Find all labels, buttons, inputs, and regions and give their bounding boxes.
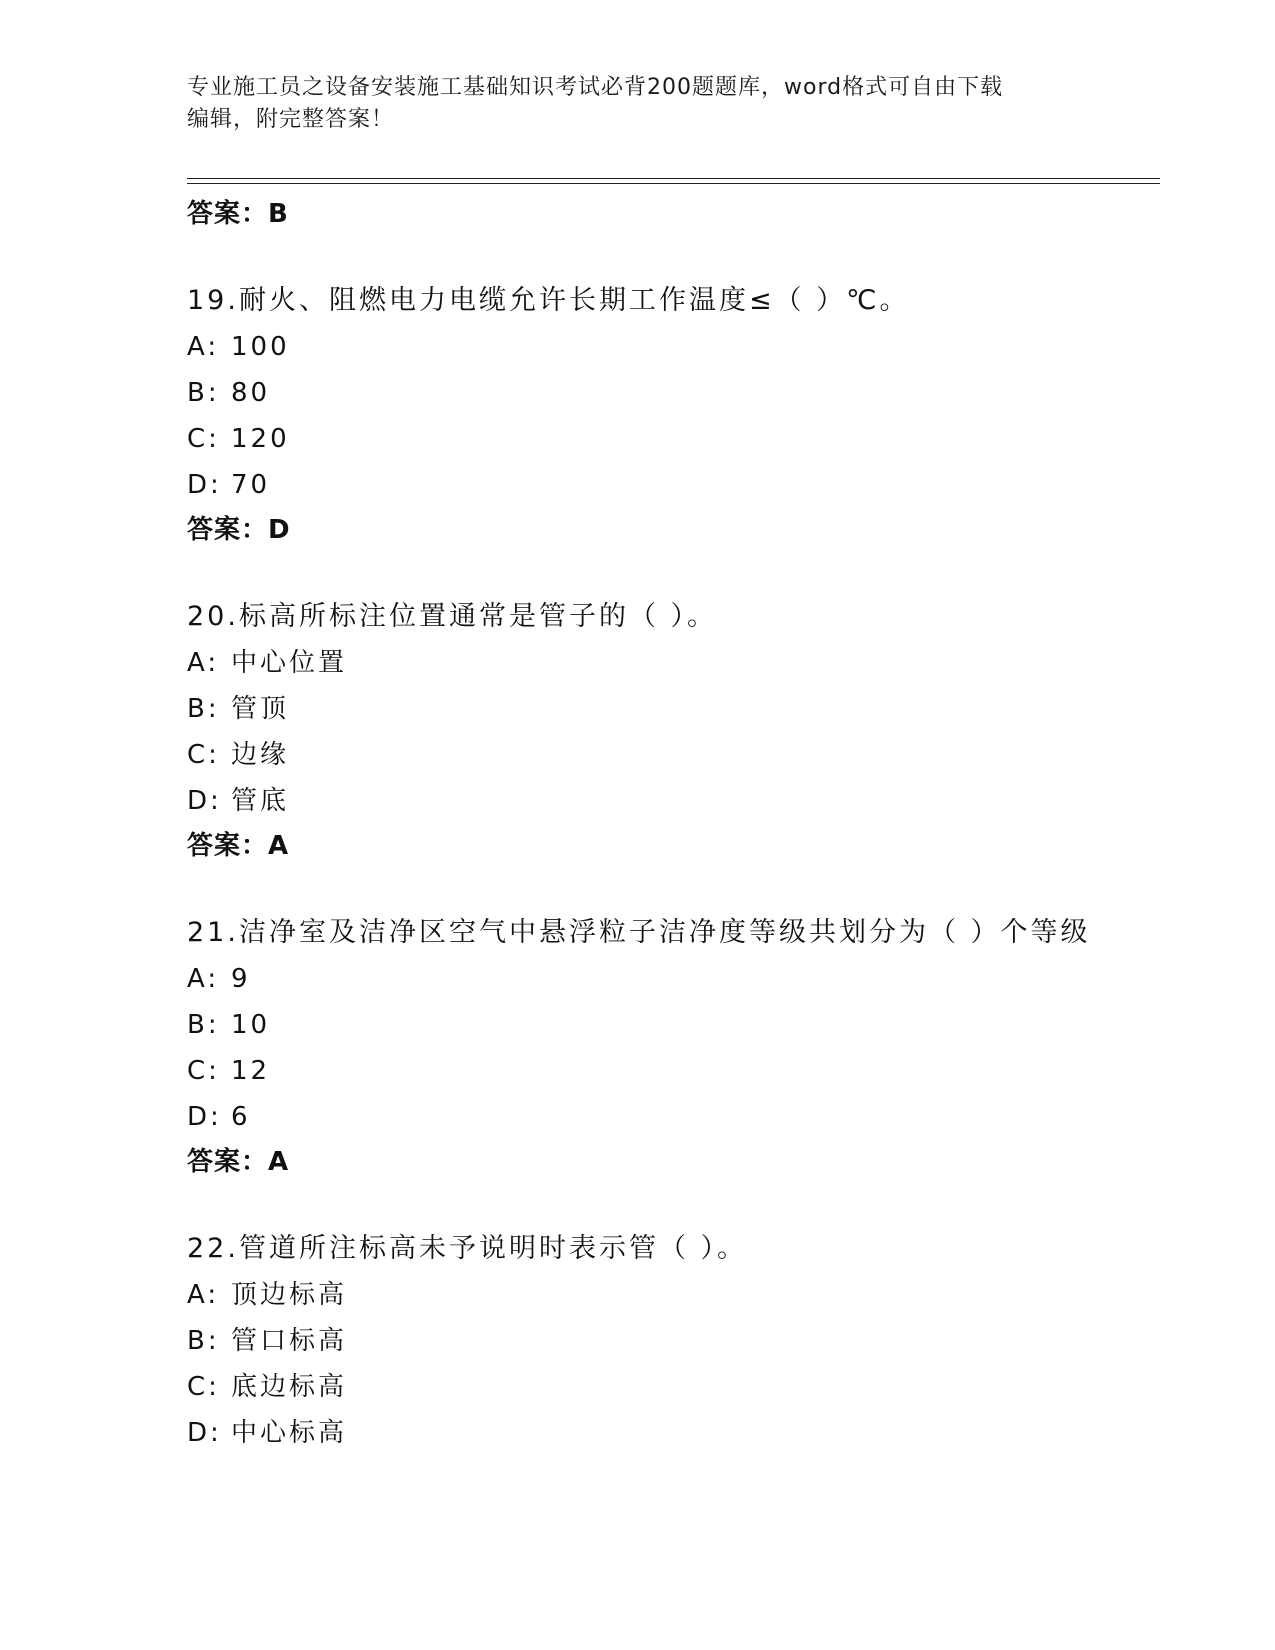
answer-line — [187, 1141, 289, 1178]
option-b: B: 管顶 — [187, 694, 290, 724]
answer-label: 答案： — [187, 1147, 269, 1177]
header-divider-top — [187, 178, 1160, 179]
option-c: C: 12 — [187, 1056, 271, 1086]
question-text: 22.管道所注标高未予说明时表示管（ ）。 — [187, 1233, 748, 1264]
header-divider-bottom — [187, 183, 1160, 184]
option-b: B: 80 — [187, 378, 271, 408]
answer-label: 答案： — [187, 515, 269, 545]
header-line-1: 专业施工员之设备安装施工基础知识考试必背200题题库，word格式可自由下载 — [187, 75, 1004, 100]
question-text: 19.耐火、阻燃电力电缆允许长期工作温度≤（ ）℃。 — [187, 285, 910, 316]
question-block — [187, 916, 1147, 1146]
option-d: D: 6 — [187, 1102, 251, 1132]
answer-line — [187, 193, 289, 230]
option-b: B: 10 — [187, 1010, 271, 1040]
answer-value: D — [268, 515, 291, 545]
header-line-2: 编辑，附完整答案！ — [187, 107, 395, 132]
option-c: C: 边缘 — [187, 740, 290, 770]
answer-label: 答案： — [187, 199, 269, 229]
option-a: A: 100 — [187, 332, 290, 362]
answer-line — [187, 825, 289, 862]
question-block — [187, 600, 1147, 830]
answer-line — [187, 509, 291, 546]
option-b: B: 管口标高 — [187, 1326, 348, 1356]
answer-value: A — [268, 831, 290, 861]
question-block — [187, 1232, 1147, 1462]
option-d: D: 中心标高 — [187, 1418, 348, 1448]
answer-label: 答案： — [187, 831, 269, 861]
question-text: 20.标高所标注位置通常是管子的（ ）。 — [187, 601, 718, 632]
document-header — [187, 72, 1087, 136]
option-a: A: 9 — [187, 964, 251, 994]
option-a: A: 顶边标高 — [187, 1280, 348, 1310]
option-c: C: 120 — [187, 424, 290, 454]
option-a: A: 中心位置 — [187, 648, 348, 678]
question-block — [187, 284, 1147, 514]
question-text: 21.洁净室及洁净区空气中悬浮粒子洁净度等级共划分为（ ）个等级 — [187, 917, 1091, 948]
answer-value: B — [268, 199, 289, 229]
option-c: C: 底边标高 — [187, 1372, 348, 1402]
option-d: D: 70 — [187, 470, 271, 500]
answer-value: A — [268, 1147, 290, 1177]
option-d: D: 管底 — [187, 786, 290, 816]
